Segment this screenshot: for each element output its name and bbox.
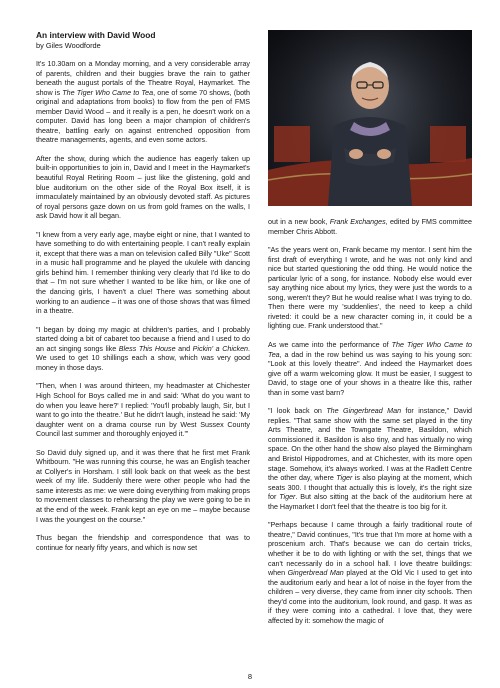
text-run: , edited by FMS committee member Chris Abbott.: [268, 218, 472, 236]
italic-title: Tiger: [279, 493, 296, 502]
paragraph: [36, 155, 250, 222]
paragraph: [36, 382, 250, 439]
paragraph: [268, 246, 472, 332]
paragraph: [36, 326, 250, 374]
text-run: played at the Old Vic I used to get into the auditorium early and hear a lot of noise in the foyer from the children – very diverse, they came from inner city schools. Then they'd come into the auditorium, look round, and gasp. It was as if they were coming into a cathedral. I love that, they were affected by it: somehow the magic of: [268, 569, 472, 625]
italic-title: Pickin' a Chicken: [192, 344, 249, 353]
text-run: "As the years went on, Frank became my mentor. I sent him the first draft of everything I wrote, and he was not only kind and nice but started questioning the odd thing. He would notice the particular lyric of a song, for instance. Nobody else would ever say anything nice about my lyrics, they were just the words to a song, weren't they? But he would realise what I was trying to do. Then there were my 'suddenlies', the need to keep a child riveted: it could be a new character coming in, it could be a lighting cue. Frank understood that.": [268, 246, 472, 331]
text-run: "I knew from a very early age, maybe eight or nine, that I wanted to have something to do with entertaining people. I can't really explain it, except that there was a man on television called Billy "Uke" Scott in a music hall programme and he played the ukulele with dancing girls behind him. I remember thinking very clearly that I'd like to do that – I'm not sure whether I wanted to be like him, or like one of the dancing girls, I haven't a clue! There was something about working to an audience – it was one of those shows that was filmed in a theatre.: [36, 230, 250, 316]
left-column: [36, 30, 250, 562]
text-run: It's 10.30am on a Monday morning, and a very considerable array of parents, children and their buggies brave the rain to gather beneath the august portals of the Theatre Royal, Haymarket. The show is: [36, 60, 250, 97]
portrait-illustration: [268, 30, 472, 206]
article-title: An interview with David Wood: [36, 30, 156, 40]
text-run: Thus began the friendship and correspondence that was to continue for nearly fifty years, and which is now set: [36, 534, 250, 552]
text-run: . But also sitting at the back of the auditorium here at the Haymarket I don't feel that the theatre is too big for it.: [268, 493, 472, 511]
portrait-photo: [268, 30, 472, 206]
italic-title: Bless This House: [118, 344, 176, 353]
text-run: So David duly signed up, and it was there that he first met Frank Whitbourn. "He was running this course, he was an English teacher at Collyer's in Horsham. I still look back on that week as the best week of my life. Suddenly there were other people who had the same interests as me: we were doing everything from making props to movement classes to rehearsing the play we were going to be in at the end of the week. Frank kept an eye on me – maybe because I was the youngest on the course.": [36, 448, 250, 524]
paragraph: [268, 407, 472, 512]
right-body: [268, 218, 472, 626]
italic-title: Tiger: [336, 474, 353, 483]
text-run: As we came into the performance of: [268, 341, 392, 350]
paragraph: [36, 534, 250, 553]
right-column: [268, 30, 472, 635]
text-run: is also playing at the moment, which seats 300. I thought that actually this is lovely, it's the right size for: [268, 474, 472, 502]
italic-title: The Tiger Who Came to Tea: [268, 341, 472, 359]
italic-title: The Tiger Who Came to Tea: [62, 88, 154, 97]
paragraph: [36, 231, 250, 317]
article-byline: by Giles Woodforde: [36, 41, 101, 50]
text-run: "I look back on: [268, 407, 327, 416]
italic-title: Frank Exchanges: [329, 218, 386, 226]
text-run: "Perhaps because I came through a fairly traditional route of theatre," David continues, "It's true that I'm more at home with a proscenium arch. That's because we can do certain tricks, whether it be to do with lighting or with the set, things that we can't necessarily do in a school hall. I love theatre buildings: when: [268, 521, 472, 578]
text-run: "I began by doing my magic at children's parties, and I probably started doing a bit of cabaret too because a friend and I used to do an act singing songs like: [36, 325, 250, 353]
paragraph: [268, 218, 472, 237]
text-run: "Then, when I was around thirteen, my headmaster at Chichester High School for Boys called me in and said: 'What do you want to do when you leave here?' I replied: 'You'll probably laugh, Sir, but I want to go into the theatre.' But he didn't laugh, instead he said: 'My daughter went on a drama course run by West Sussex County Council last summer and thoroughly enjoyed it.'": [36, 382, 250, 439]
text-run: After the show, during which the audience has eagerly taken up built-in opportunities to join in, David and I meet in the Haymarket's beautiful Royal Retiring Room – just like the glistening, gold and blue auditorium on the other side of the Royal Box itself, it is immaculately maintained by an obviously devoted staff. As pictures of royal persons gaze down on us from gold frames on the walls, I ask David how it all began.: [36, 154, 250, 221]
text-run: out in a new book,: [268, 218, 330, 226]
paragraph: [268, 521, 472, 626]
paragraph: [268, 341, 472, 398]
text-run: and: [175, 344, 193, 353]
italic-title: Gingerbread Man: [287, 569, 344, 578]
italic-title: The Gingerbread Man: [326, 407, 402, 416]
left-body: [36, 60, 250, 553]
text-run: for instance," David replies. "That same show with the same set played in the tiny Arts Theatre, and the Towngate Theatre, Basildon, which commissioned it. Basildon is also tiny, and has virtually no wing space. On the other hand the show also played the Birmingham and Bristol Hippodromes, and at Chichester, with its more open stage. Somehow, it's always worked. I was at the Radlett Centre the other day, where: [268, 407, 472, 483]
text-run: . We used to get 10 shillings each a show, which was very good money in those days.: [36, 344, 250, 372]
paragraph: [36, 60, 250, 146]
text-run: , one of some 70 shows, (both original and adaptations from books) to flow from the pen of FMS member David Wood – and it really is a pen, he doesn't work on a computer. David has long been a major champion of children's theatre, battling early on against entrenched opposition from theatre managements, agents, and even some actors.: [36, 88, 250, 145]
text-run: , a dad in the row behind us was saying to his young son: "Look at this lovely theatre". And indeed the Haymarket does give off a warm welcoming glow. It must be easier, I suggest to David, to stage one of your shows in a theatre like this, rather than in some vast barn?: [268, 350, 472, 397]
page-number: 8: [247, 672, 253, 681]
paragraph: [36, 449, 250, 525]
